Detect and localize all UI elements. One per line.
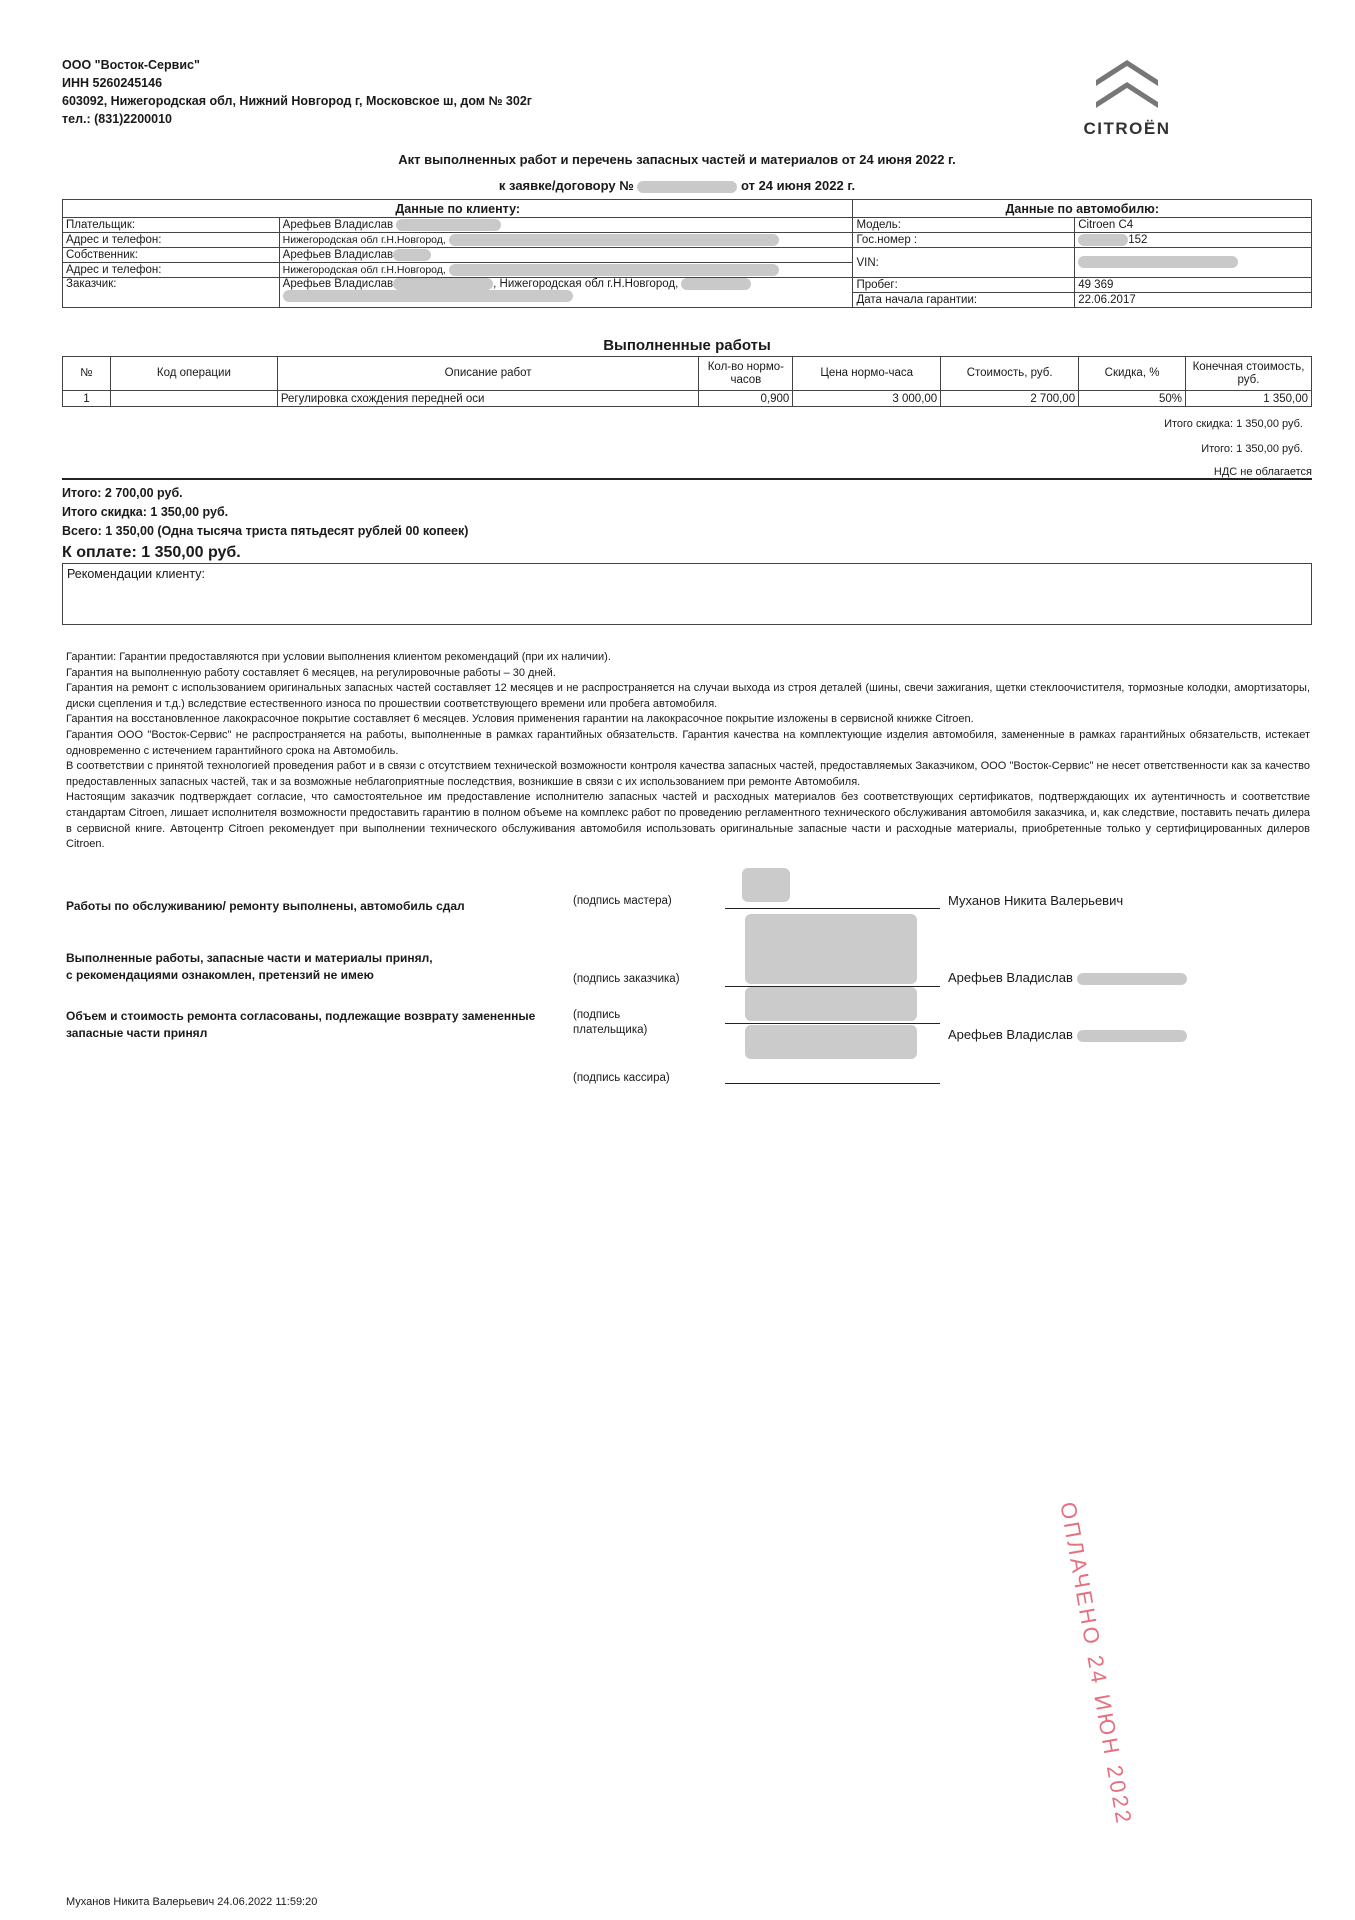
warranty-paragraph: Настоящим заказчик подтверждает согласие, что самостоятельное им предоставление исполнителю запасных частей и расходных материалов без соответствующих сертификатов, подтверждающих их аутентичность и соответствие стандартам Citroen, лишает исполнителя возможности предоставить гарантию в полном объеме на комплекс работ по проведению регламентного технического обслуживания автомобиля заказчика, и, как следствие, поставить печать дилера в сервисной книге. Автоцентр Citroen рекомендует при выполнении технического обслуживания автомобиля использовать оригинальные запасные части и расходные материалы, приобретенные только у сертифицированных дилеров Citroen.: [66, 791, 1310, 851]
logo-wordmark: CITROËN: [1083, 119, 1171, 138]
col-header: №: [63, 357, 111, 391]
table-cell: 0,900: [699, 391, 793, 407]
signature-line-cashier: [725, 1083, 940, 1084]
col-header: Конечная стоимость, руб.: [1186, 357, 1312, 391]
works-header-row: [63, 357, 1312, 391]
redacted-signature: [745, 1025, 917, 1059]
subtitle-suffix: от 24 июня 2022 г.: [740, 178, 856, 193]
warranty-text: [66, 650, 1310, 853]
double-chevron-icon: [1092, 60, 1162, 112]
totals-block: [62, 484, 468, 541]
customer-value: Арефьев Владислав , Нижегородская обл г.Н.Новгород,: [279, 278, 853, 308]
col-header: Скидка, %: [1079, 357, 1186, 391]
redacted-signature: [745, 987, 917, 1021]
payer-contact-value: Нижегородская обл г.Н.Новгород,: [279, 233, 853, 248]
signature-name-payer: Арефьев Владислав: [948, 1027, 1187, 1042]
warranty-start-label: Дата начала гарантии:: [853, 293, 1075, 308]
table-cell: 1 350,00: [1186, 391, 1312, 407]
table-cell: 3 000,00: [793, 391, 941, 407]
works-total: Итого: 1 350,00 руб.: [1201, 443, 1303, 455]
client-header: Данные по клиенту:: [63, 200, 853, 218]
model-label: Модель:: [853, 218, 1075, 233]
warranty-paragraph: Гарантии: Гарантии предоставляются при условии выполнения клиентом рекомендаций (при их наличии).: [66, 651, 611, 663]
works-total-discount: Итого скидка: 1 350,00 руб.: [1164, 418, 1303, 430]
warranty-paragraph: Гарантия на восстановленное лакокрасочное покрытие составляет 6 месяцев. Условия применения гарантии на лакокрасочное покрытие изложены в сервисной книжке Citroen.: [66, 713, 974, 726]
paid-stamp: ОПЛАЧЕНО 24 ИЮН 2022: [1055, 1500, 1138, 1828]
warranty-paragraph: Гарантия ООО "Восток-Сервис" не распространяется на работы, выполненные в рамках гарантийных обязательств. Гарантия качества на комплектующие изделия автомобиля, замененные в рамках гарантийных обязательств, истекает одновременно с истечением гарантийного срока на Автомобиль.: [66, 728, 1310, 757]
owner-contact-value: Нижегородская обл г.Н.Новгород,: [279, 263, 853, 278]
col-header: Код операции: [110, 357, 277, 391]
vehicle-header: Данные по автомобилю:: [853, 200, 1312, 218]
model-value: Citroen C4: [1075, 218, 1312, 233]
customer-label: Заказчик:: [63, 278, 280, 308]
company-name: ООО "Восток-Сервис": [62, 58, 200, 72]
payer-value: Арефьев Владислав: [279, 218, 853, 233]
col-header: Цена нормо-часа: [793, 357, 941, 391]
signature-row-payer-text: Объем и стоимость ремонта согласованы, подлежащие возврату замененные запасные части принял: [66, 1009, 536, 1040]
signature-caption-cashier: (подпись кассира): [573, 1072, 670, 1084]
company-info: [62, 56, 532, 128]
client-vehicle-table: [62, 199, 1312, 308]
vin-value: [1075, 248, 1312, 278]
warranty-paragraph: Гарантия на выполненную работу составляет 6 месяцев, на регулировочные работы – 30 дней.: [66, 666, 556, 679]
warranty-start-value: 22.06.2017: [1075, 293, 1312, 308]
vat-note: НДС не облагается: [1213, 466, 1312, 478]
warranty-paragraph: В соответствии с принятой технологией проведения работ и в связи с отсутствием технической возможности контроля качества запасных частей, предоставляемых Заказчиком, ООО "Восток-Сервис" не несет ответственности как за качество предоставленных запасных частей, так и за возможные неблагоприятные последствия, возникшие в связи с их использованием при ремонте Автомобиля.: [66, 760, 1310, 788]
vin-label: VIN:: [853, 248, 1075, 278]
signature-caption-master: (подпись мастера): [573, 895, 672, 907]
recommendations-label: Рекомендации клиенту:: [67, 567, 205, 581]
signature-line-payer: [725, 1023, 940, 1024]
owner-contact-label: Адрес и телефон:: [63, 263, 280, 278]
mileage-label: Пробег:: [853, 278, 1075, 293]
redacted-contract-number: [637, 181, 737, 193]
document-title: Акт выполненных работ и перечень запасных частей и материалов от 24 июня 2022 г.: [398, 152, 956, 167]
col-header: Стоимость, руб.: [941, 357, 1079, 391]
footer-author-timestamp: Муханов Никита Валерьевич 24.06.2022 11:59:20: [66, 1896, 318, 1908]
mileage-value: 49 369: [1075, 278, 1312, 293]
table-row: [63, 391, 1312, 407]
signature-caption-customer: (подпись заказчика): [573, 973, 680, 985]
works-title: Выполненные работы: [603, 337, 771, 354]
table-cell: 50%: [1079, 391, 1186, 407]
payer-label: Плательщик:: [63, 218, 280, 233]
totals-all: Всего: 1 350,00 (Одна тысяча триста пятьдесят рублей 00 копеек): [62, 524, 469, 538]
owner-value: Арефьев Владислав: [279, 248, 853, 263]
works-table: [62, 356, 1312, 407]
signature-row-master-text: Работы по обслуживанию/ ремонту выполнены, автомобиль сдал: [66, 899, 465, 913]
to-pay: К оплате: 1 350,00 руб.: [62, 544, 241, 561]
redacted-signature: [745, 914, 917, 984]
totals-sum: Итого: 2 700,00 руб.: [62, 486, 183, 500]
signature-caption-payer: (подпись плательщика): [573, 1009, 648, 1036]
signature-name-customer: Арефьев Владислав: [948, 970, 1187, 985]
plate-value: 152: [1075, 233, 1312, 248]
signature-line-master: [725, 908, 940, 909]
subtitle-prefix: к заявке/договору №: [498, 178, 634, 193]
table-cell: 1: [63, 391, 111, 407]
company-inn: ИНН 5260245146: [62, 76, 163, 90]
document-subtitle: [62, 178, 1292, 193]
table-cell: [110, 391, 277, 407]
citroen-logo: [1062, 60, 1192, 139]
plate-label: Гос.номер :: [853, 233, 1075, 248]
company-address: 603092, Нижегородская обл, Нижний Новгород г, Московское ш, дом № 302г: [62, 94, 532, 108]
company-phone: тел.: (831)2200010: [62, 112, 172, 126]
divider: [62, 478, 1312, 480]
redacted-signature: [742, 868, 790, 902]
table-cell: Регулировка схождения передней оси: [277, 391, 699, 407]
warranty-paragraph: Гарантия на ремонт с использованием оригинальных запасных частей составляет 12 месяцев и не распространяется на случаи выхода из строя деталей (шины, свечи зажигания, щетки стеклоочистителя, тормозные колодки, амортизаторы, диски сцепления и т.д.) вследствие естественного износа по прошествии соответствующего времени или пробега автомобиля.: [66, 682, 1310, 710]
signature-name-master: Муханов Никита Валерьевич: [948, 893, 1124, 908]
col-header: Кол-во нормо-часов: [699, 357, 793, 391]
totals-discount: Итого скидка: 1 350,00 руб.: [62, 505, 229, 519]
table-cell: 2 700,00: [941, 391, 1079, 407]
col-header: Описание работ: [277, 357, 699, 391]
payer-contact-label: Адрес и телефон:: [63, 233, 280, 248]
owner-label: Собственник:: [63, 248, 280, 263]
signature-row-customer-text: Выполненные работы, запасные части и материалы принял, с рекомендациями ознакомлен, претензий не имею: [66, 951, 433, 982]
recommendations-box: [62, 563, 1312, 625]
